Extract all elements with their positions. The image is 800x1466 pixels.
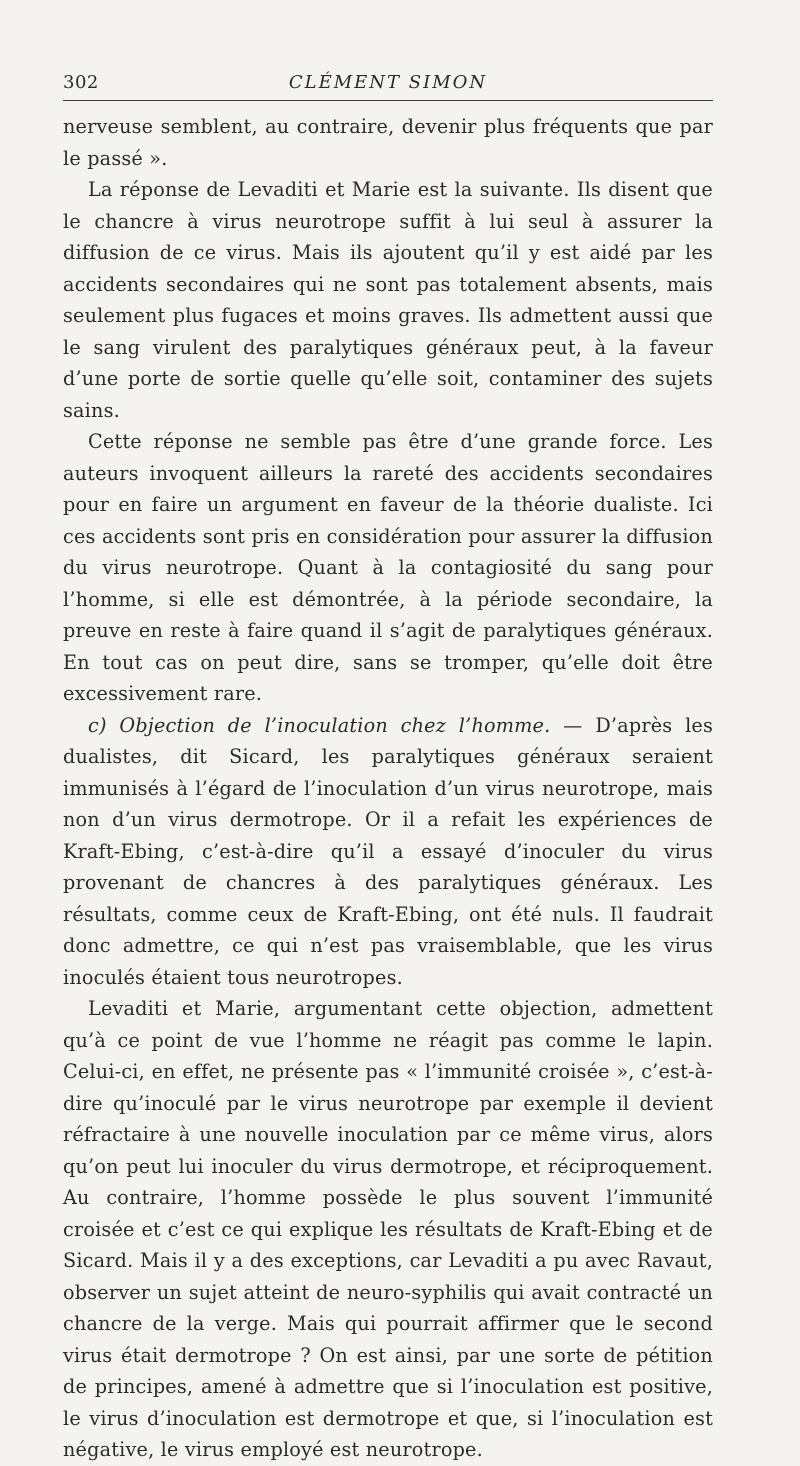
- paragraph: [63, 174, 713, 426]
- running-title: CLÉMENT SIMON: [288, 72, 488, 93]
- paragraph: [63, 426, 713, 710]
- page-header: [63, 62, 713, 101]
- section-heading: c) Objection de l’inoculation chez l’homme.: [88, 713, 551, 737]
- paragraph: [63, 710, 713, 994]
- book-page: [63, 62, 713, 1466]
- body-text: [63, 111, 713, 1466]
- paragraph-text: Cette réponse ne semble pas être d’une grande force. Les auteurs invoquent ailleurs la rareté des accidents secondaires pour en faire un argument en faveur de la théorie dualiste. Ici ces accidents sont pris en considération pour assurer la diffusion du virus neurotrope. Quant à la contagiosité du sang pour l’homme, si elle est démontrée, à la période secondaire, la preuve en reste à faire quand il s’agit de paralytiques généraux. En tout cas on peut dire, sans se tromper, qu’elle doit être excessivement rare.: [63, 430, 713, 705]
- paragraph-text: nerveuse semblent, au contraire, devenir plus fréquents que par le passé ».: [63, 115, 713, 170]
- page-number: 302: [63, 72, 99, 93]
- paragraph-text: — D’après les dualistes, dit Sicard, les paralytiques généraux seraient immunisés à l’égard de l’inoculation d’un virus neurotrope, mais non d’un virus dermotrope. Or il a refait les expériences de Kraft-Ebing, c’est-à-dire qu’il a essayé d’inoculer du virus provenant de chancres à des paralytiques généraux. Les résultats, comme ceux de Kraft-Ebing, ont été nuls. Il faudrait donc admettre, ce qui n’est pas vraisemblable, que les virus inoculés étaient tous neurotropes.: [63, 713, 714, 989]
- paragraph: [63, 993, 713, 1466]
- paragraph-text: Levaditi et Marie, argumentant cette objection, admettent qu’à ce point de vue l’homme ne réagit pas comme le lapin. Celui-ci, en effet, ne présente pas « l’immunité croisée », c’est-à-dire qu’inoculé par le virus neurotrope par exemple il devient réfractaire à une nouvelle inoculation par ce même virus, alors qu’on peut lui inoculer du virus dermotrope, et réciproquement. Au contraire, l’homme possède le plus souvent l’immunité croisée et c’est ce qui explique les résultats de Kraft-Ebing et de Sicard. Mais il y a des exceptions, car Levaditi a pu avec Ravaut, observer un sujet atteint de neuro-syphilis qui avait contracté un chancre de la verge. Mais qui pourrait affirmer que le second virus était dermotrope ? On est ainsi, par une sorte de pétition de principes, amené à admettre que si l’inoculation est positive, le virus d’inoculation est dermotrope et que, si l’inoculation est négative, le virus employé est neurotrope.: [63, 997, 713, 1461]
- paragraph: [63, 111, 713, 174]
- paragraph-text: La réponse de Levaditi et Marie est la suivante. Ils disent que le chancre à virus neurotrope suffit à lui seul à assurer la diffusion de ce virus. Mais ils ajoutent qu’il y est aidé par les accidents secondaires qui ne sont pas totalement absents, mais seulement plus fugaces et moins graves. Ils admettent aussi que le sang virulent des paralytiques généraux peut, à la faveur d’une porte de sortie quelle qu’elle soit, contaminer des sujets sains.: [63, 178, 713, 422]
